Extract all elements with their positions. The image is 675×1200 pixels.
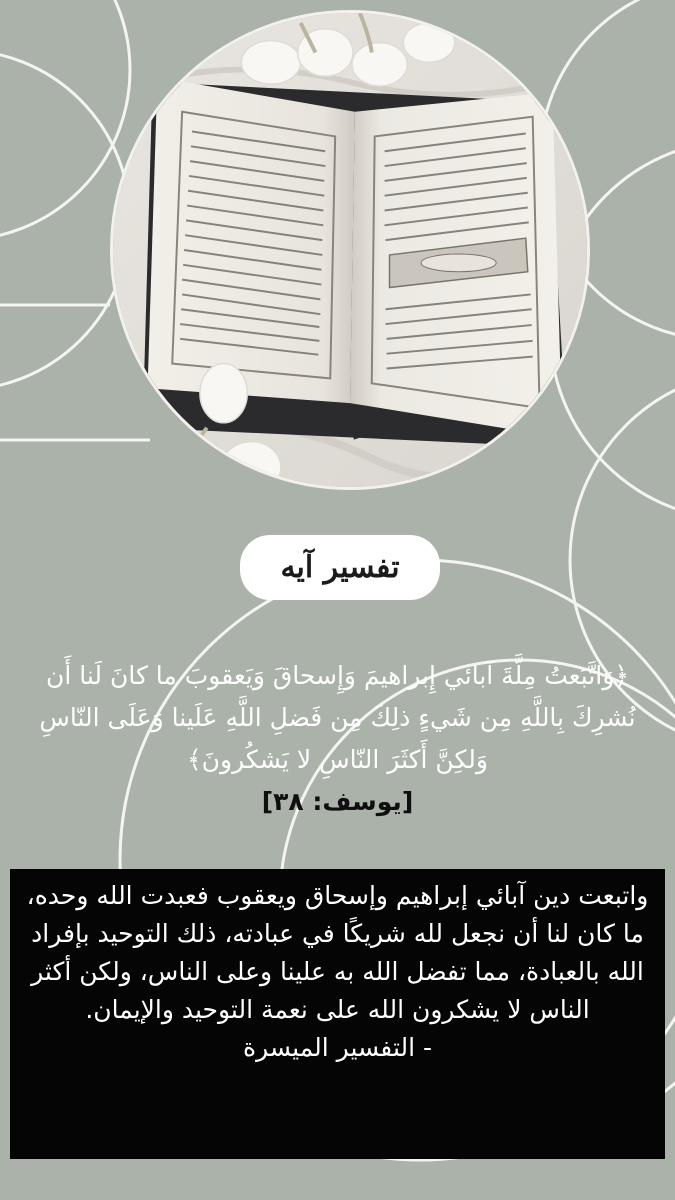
verse-text: ﴿وَاتَّبَعتُ مِلَّةَ آبائي إِبراهيمَ وَإِسحاقَ وَيَعقوبَ ما كانَ لَنا أَن نُشرِكَ بِاللَّهِ مِن شَيءٍ ذلِكَ مِن فَضلِ اللَّهِ عَلَينا وَعَلَى النّاسِ وَلكِنَّ أَكثَرَ النّاسِ لا يَشكُرونَ﴾ (39, 661, 636, 774)
quran-photo (110, 10, 590, 490)
tafsir-box (10, 869, 665, 1159)
tafsir-text: واتبعت دين آبائي إبراهيم وإسحاق ويعقوب فعبدت الله وحده، ما كان لنا أن نجعل لله شريكًا في عبادته، ذلك التوحيد بإفراد الله بالعبادة، مما تفضل الله به علينا وعلى الناس، ولكن أكثر الناس لا يشكرون الله على نعمة التوحيد والإيمان. (26, 881, 649, 1024)
page-title: تفسير آيه (280, 550, 400, 585)
title-pill (240, 535, 440, 600)
tafsir-source: - التفسير الميسرة (242, 1033, 433, 1062)
quran-book-image (113, 13, 587, 487)
verse-reference: [يوسف: ٣٨] (261, 787, 414, 816)
verse-block (20, 655, 655, 823)
